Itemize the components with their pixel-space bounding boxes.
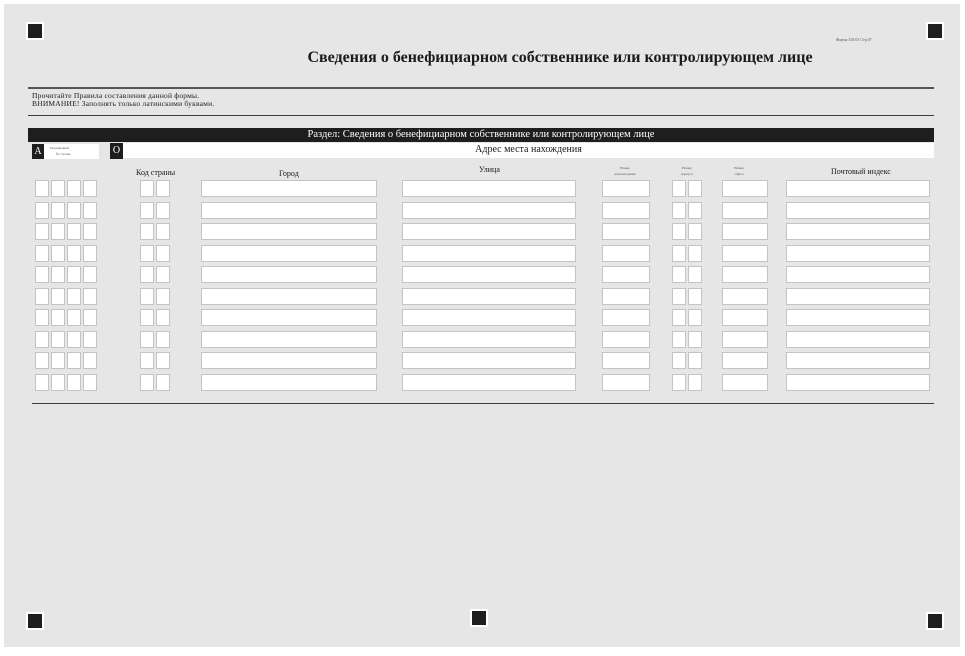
col-header-building-line1: Номер (682, 166, 692, 170)
section-header: Раздел: Сведения о бенефициарном собственнике или контролирующем лице (28, 128, 934, 142)
city-field[interactable] (201, 331, 377, 348)
country-code-cell[interactable] (156, 374, 170, 391)
office-number-field[interactable] (722, 309, 768, 326)
building-number-cell[interactable] (672, 202, 686, 219)
country-code-cell[interactable] (140, 309, 154, 326)
street-field[interactable] (402, 374, 576, 391)
row-number-cell[interactable] (67, 202, 81, 219)
city-field[interactable] (201, 374, 377, 391)
country-code-cell[interactable] (140, 223, 154, 240)
row-number-cell[interactable] (35, 266, 49, 283)
row-number-cell[interactable] (35, 245, 49, 262)
registration-mark-top-left (26, 22, 44, 40)
country-code-cell[interactable] (156, 331, 170, 348)
table-row (0, 288, 965, 305)
street-field[interactable] (402, 223, 576, 240)
registration-mark-top-right (926, 22, 944, 40)
table-row (0, 352, 965, 369)
street-field[interactable] (402, 352, 576, 369)
registration-mark-bottom-left (26, 612, 44, 630)
row-number-cell[interactable] (51, 202, 65, 219)
country-code-cell[interactable] (156, 309, 170, 326)
postal-code-field[interactable] (786, 331, 930, 348)
row-number-cell[interactable] (67, 180, 81, 197)
postal-code-field[interactable] (786, 352, 930, 369)
divider (28, 87, 934, 89)
row-number-cell[interactable] (51, 288, 65, 305)
building-number-cell[interactable] (672, 331, 686, 348)
building-number-cell[interactable] (688, 374, 702, 391)
col-header-postal-code: Почтовый индекс (831, 167, 891, 176)
row-number-cell[interactable] (51, 266, 65, 283)
row-number-cell[interactable] (35, 374, 49, 391)
building-number-cell[interactable] (672, 288, 686, 305)
instructions (32, 92, 214, 108)
office-number-field[interactable] (722, 266, 768, 283)
row-number-cell[interactable] (35, 331, 49, 348)
row-number-cell[interactable] (51, 374, 65, 391)
row-number-cell[interactable] (67, 309, 81, 326)
row-number-cell[interactable] (67, 331, 81, 348)
building-number-cell[interactable] (688, 202, 702, 219)
col-header-house-line2: домовладения (614, 172, 636, 176)
country-code-cell[interactable] (156, 352, 170, 369)
table-row (0, 245, 965, 262)
postal-code-field[interactable] (786, 374, 930, 391)
country-code-cell[interactable] (156, 223, 170, 240)
city-field[interactable] (201, 288, 377, 305)
postal-code-field[interactable] (786, 245, 930, 262)
house-number-field[interactable] (602, 245, 650, 262)
col-header-office-number (724, 165, 754, 177)
building-number-cell[interactable] (672, 266, 686, 283)
office-number-field[interactable] (722, 352, 768, 369)
country-code-cell[interactable] (140, 374, 154, 391)
col-header-building-number (672, 165, 702, 177)
row-number-cell[interactable] (35, 309, 49, 326)
postal-code-field[interactable] (786, 223, 930, 240)
row-number-cell[interactable] (51, 309, 65, 326)
building-number-cell[interactable] (672, 352, 686, 369)
row-number-cell[interactable] (83, 309, 97, 326)
country-code-cell[interactable] (140, 266, 154, 283)
building-number-cell[interactable] (688, 352, 702, 369)
postal-code-field[interactable] (786, 180, 930, 197)
row-number-cell[interactable] (67, 245, 81, 262)
row-number-cell[interactable] (51, 331, 65, 348)
row-number-cell[interactable] (67, 374, 81, 391)
city-field[interactable] (201, 202, 377, 219)
country-code-cell[interactable] (156, 288, 170, 305)
block-a-letter: A (32, 144, 44, 159)
building-number-cell[interactable] (688, 180, 702, 197)
col-header-country-code: Код страны (136, 168, 176, 177)
country-code-cell[interactable] (156, 266, 170, 283)
building-number-cell[interactable] (688, 331, 702, 348)
house-number-field[interactable] (602, 309, 650, 326)
building-number-cell[interactable] (672, 374, 686, 391)
form-code: Форма 310.01 Стр.07 (836, 37, 872, 42)
table-row (0, 331, 965, 348)
row-number-label-line1: Порядковый (50, 146, 69, 150)
office-number-field[interactable] (722, 245, 768, 262)
city-field[interactable] (201, 266, 377, 283)
col-header-city: Город (279, 169, 299, 178)
row-number-cell[interactable] (83, 374, 97, 391)
instruction-line: Прочитайте Правила составления данной формы. (32, 91, 200, 100)
row-number-cell[interactable] (35, 180, 49, 197)
country-code-cell[interactable] (140, 202, 154, 219)
row-number-cell[interactable] (51, 180, 65, 197)
street-field[interactable] (402, 245, 576, 262)
city-field[interactable] (201, 309, 377, 326)
building-number-cell[interactable] (688, 309, 702, 326)
postal-code-field[interactable] (786, 309, 930, 326)
table-row (0, 266, 965, 283)
house-number-field[interactable] (602, 352, 650, 369)
row-number-cell[interactable] (83, 245, 97, 262)
col-header-office-line1: Номер (734, 166, 744, 170)
row-number-cell[interactable] (83, 288, 97, 305)
row-number-cell[interactable] (67, 266, 81, 283)
street-field[interactable] (402, 202, 576, 219)
registration-mark-bottom-center (470, 609, 488, 627)
building-number-cell[interactable] (688, 266, 702, 283)
country-code-cell[interactable] (140, 245, 154, 262)
table-row (0, 223, 965, 240)
country-code-cell[interactable] (140, 352, 154, 369)
postal-code-field[interactable] (786, 288, 930, 305)
block-o-letter: O (110, 143, 123, 159)
page-title: Сведения о бенефициарном собственнике или контролирующем лице (307, 49, 813, 66)
country-code-cell[interactable] (140, 288, 154, 305)
house-number-field[interactable] (602, 202, 650, 219)
street-field[interactable] (402, 309, 576, 326)
table-row (0, 180, 965, 197)
row-number-cell[interactable] (35, 223, 49, 240)
col-header-street: Улица (479, 165, 500, 174)
table-row (0, 309, 965, 326)
block-a-label (44, 144, 99, 159)
col-header-house-line1: Номер (620, 166, 630, 170)
house-number-field[interactable] (602, 180, 650, 197)
col-header-house-number (605, 165, 645, 177)
office-number-field[interactable] (722, 288, 768, 305)
row-number-cell[interactable] (35, 202, 49, 219)
table-row (0, 374, 965, 391)
street-field[interactable] (402, 331, 576, 348)
office-number-field[interactable] (722, 331, 768, 348)
row-number-cell[interactable] (83, 202, 97, 219)
row-number-cell[interactable] (51, 352, 65, 369)
table-row (0, 202, 965, 219)
row-number-cell[interactable] (67, 223, 81, 240)
house-number-field[interactable] (602, 331, 650, 348)
divider (28, 115, 934, 116)
row-number-cell[interactable] (35, 288, 49, 305)
house-number-field[interactable] (602, 288, 650, 305)
row-number-cell[interactable] (83, 223, 97, 240)
row-number-cell[interactable] (67, 352, 81, 369)
row-number-cell[interactable] (83, 266, 97, 283)
postal-code-field[interactable] (786, 266, 930, 283)
building-number-cell[interactable] (672, 223, 686, 240)
row-number-cell[interactable] (83, 180, 97, 197)
divider-bottom (32, 403, 934, 404)
office-number-field[interactable] (722, 374, 768, 391)
office-number-field[interactable] (722, 180, 768, 197)
country-code-cell[interactable] (156, 202, 170, 219)
row-number-cell[interactable] (83, 352, 97, 369)
row-number-cell[interactable] (51, 245, 65, 262)
house-number-field[interactable] (602, 374, 650, 391)
office-number-field[interactable] (722, 202, 768, 219)
building-number-cell[interactable] (688, 288, 702, 305)
col-header-office-line2: офиса (734, 172, 744, 176)
house-number-field[interactable] (602, 266, 650, 283)
address-subheader: Адрес места нахождения (123, 143, 934, 158)
instruction-warning: ВНИМАНИЕ! Заполнять только латинскими буквами. (32, 99, 215, 108)
col-header-building-line2: корпуса (681, 172, 693, 176)
house-number-field[interactable] (602, 223, 650, 240)
country-code-cell[interactable] (156, 180, 170, 197)
street-field[interactable] (402, 288, 576, 305)
row-number-cell[interactable] (83, 331, 97, 348)
row-number-cell[interactable] (67, 288, 81, 305)
street-field[interactable] (402, 266, 576, 283)
city-field[interactable] (201, 223, 377, 240)
row-number-label-line2: № строки (56, 152, 71, 156)
office-number-field[interactable] (722, 223, 768, 240)
building-number-cell[interactable] (688, 223, 702, 240)
country-code-cell[interactable] (140, 180, 154, 197)
city-field[interactable] (201, 352, 377, 369)
building-number-cell[interactable] (672, 309, 686, 326)
country-code-cell[interactable] (140, 331, 154, 348)
street-field[interactable] (402, 180, 576, 197)
building-number-cell[interactable] (672, 245, 686, 262)
country-code-cell[interactable] (156, 245, 170, 262)
row-number-cell[interactable] (51, 223, 65, 240)
building-number-cell[interactable] (688, 245, 702, 262)
postal-code-field[interactable] (786, 202, 930, 219)
registration-mark-bottom-right (926, 612, 944, 630)
city-field[interactable] (201, 180, 377, 197)
building-number-cell[interactable] (672, 180, 686, 197)
city-field[interactable] (201, 245, 377, 262)
row-number-cell[interactable] (35, 352, 49, 369)
